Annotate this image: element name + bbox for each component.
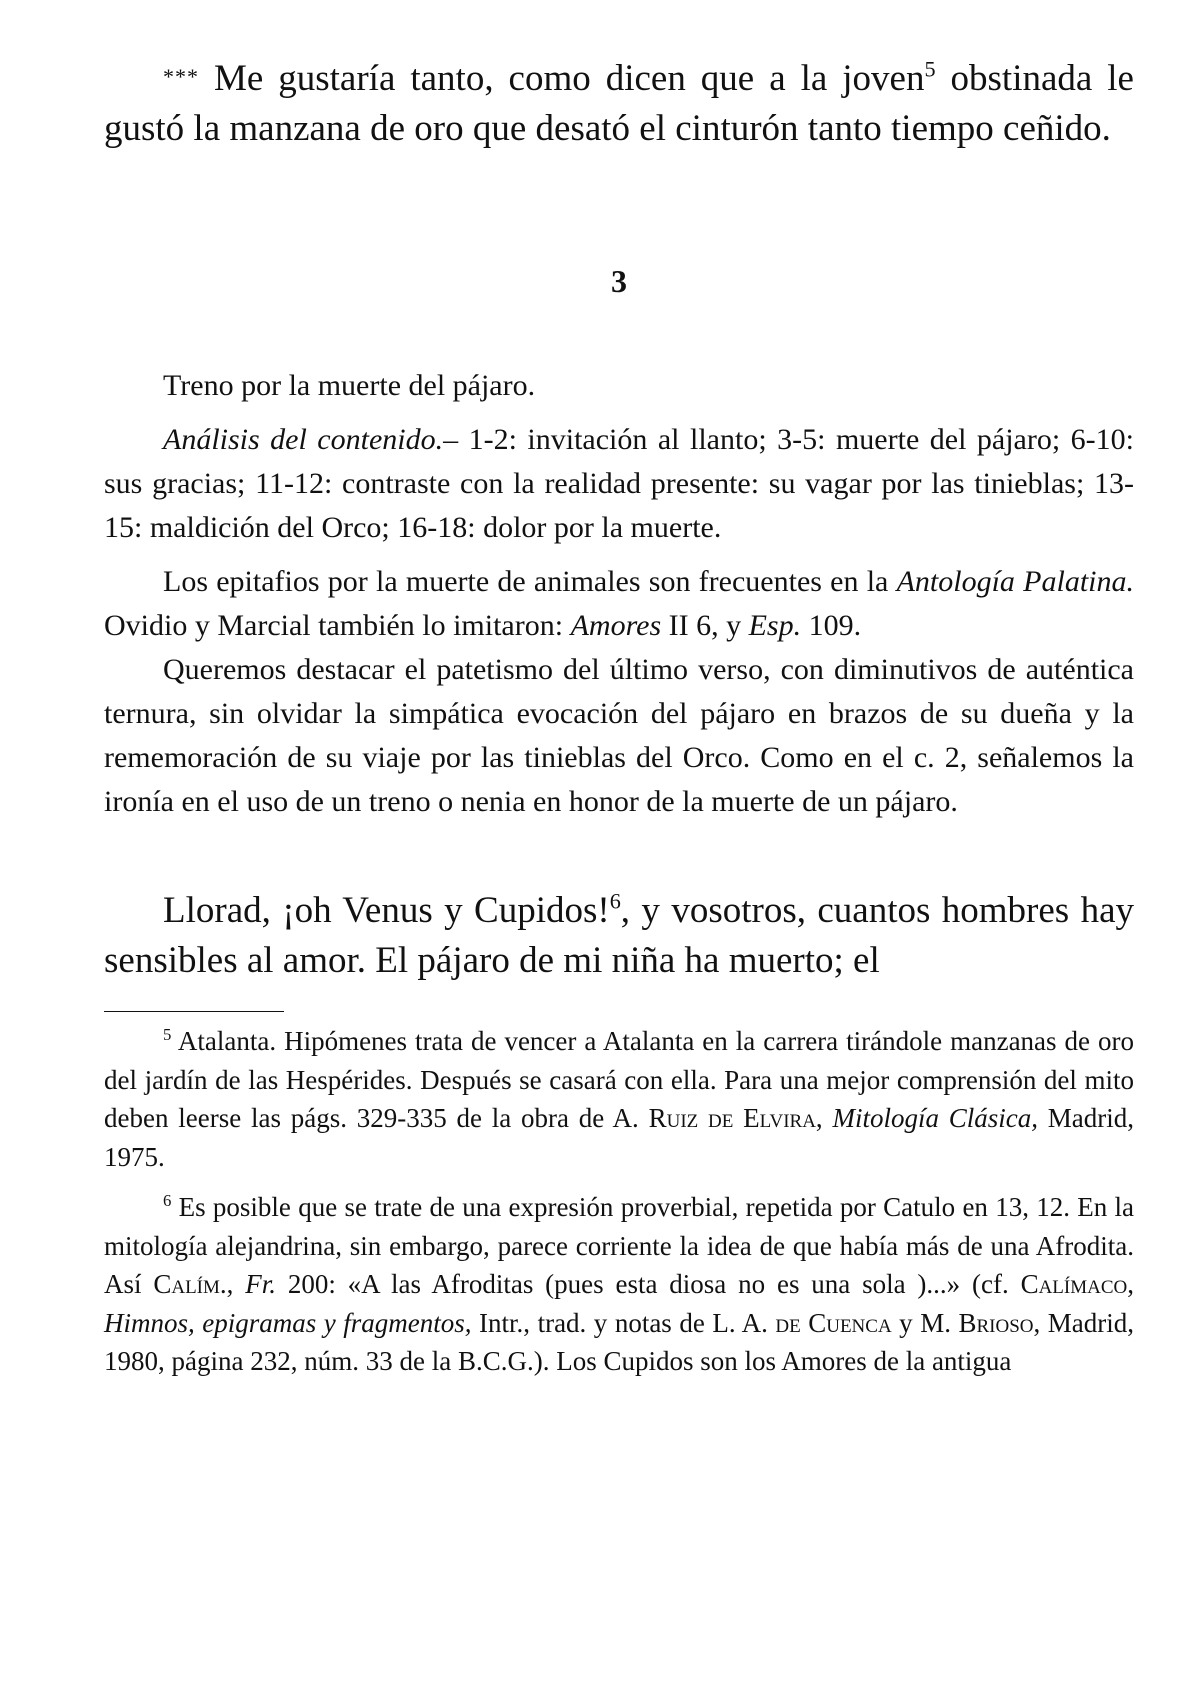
epitaph-text-2: Ovidio y Marcial también lo imitaron: <box>104 609 571 642</box>
anthology-title: Antología Palatina. <box>896 565 1134 598</box>
footnote-6-text-3: Intr., trad. y notas de L. A. <box>471 1307 776 1338</box>
footnote-6-work: Himnos, epigramas y fragmentos, <box>104 1307 472 1338</box>
top-passage-text: Me gustaría tanto, como dicen que a la joven <box>213 58 925 99</box>
footnote-divider <box>104 1011 284 1012</box>
footnote-6-text-2: 200: «A las Afroditas (pues esta diosa no es una sola )...» (cf. <box>276 1269 1021 1299</box>
poem-translation <box>104 886 1134 986</box>
intro-title: Treno por la muerte del pájaro. <box>163 369 536 402</box>
epitaph-text-3: II 6, y <box>661 609 749 642</box>
footnote-6-text-4: y M. <box>891 1307 959 1338</box>
footnote-ref-5: 5 <box>924 56 936 82</box>
footnote-ref-6: 6 <box>609 888 621 914</box>
footnote-6-cuenca: de Cuenca <box>775 1307 892 1338</box>
footnote-5-text-2: Madrid, 1975. <box>104 1103 1135 1172</box>
footnote-6-fr: Fr. <box>245 1269 277 1299</box>
footnote-6-text-5: Madrid, 1980, página 232, núm. 33 de la B.C.G.). Los Cupidos son los Amores de la antigua <box>104 1307 1135 1376</box>
footnote-6-calim: Calím., <box>153 1269 234 1299</box>
footnote-5-space <box>823 1103 833 1133</box>
book-page <box>104 52 1134 1381</box>
footnote-6-space-1 <box>233 1269 245 1299</box>
epitaph-paragraph <box>104 560 1134 648</box>
top-passage-text-end: obstinada le gustó la manzana de oro que desató el cinturón tanto tiempo ceñido. <box>104 58 1134 149</box>
pathos-paragraph: Queremos destacar el patetismo del último verso, con diminutivos de auténtica ternura, sin olvidar la simpática evocación del pájaro en brazos de su dueña y la rememoración de su viaje por las tinieblas del Orco. Como en el c. 2, señalemos la ironía en el uso de un treno o nenia en honor de la muerte de un pájaro. <box>104 653 1134 818</box>
top-passage <box>104 52 1134 154</box>
epitaph-text-1: Los epitafios por la muerte de animales son frecuentes en la <box>163 565 897 598</box>
footnote-5-text-1: Atalanta. Hipómenes trata de vencer a Atalanta en la carrera tirándole manzanas de oro del jardín de las Hespérides. Después se casará con ella. Para una mejor comprensión del mito deben leerse las págs. 329-335 de la obra de A. <box>104 1026 1134 1133</box>
section-number: 3 <box>611 263 627 299</box>
footnote-5-author: Ruiz de Elvira, <box>648 1103 823 1133</box>
footnote-5-number: 5 <box>163 1025 172 1044</box>
analysis-text: 1-2: invitación al llanto; 3-5: muerte del pájaro; 6-10: sus gracias; 11-12: contraste con la realidad presente: su vagar por las tinieblas; 13-15: maldición del Orco; 16-18: dolor por la muerte. <box>104 423 1134 544</box>
footnote-6-brioso: Brioso, <box>958 1307 1041 1338</box>
asterisks-marker: *** <box>163 64 199 89</box>
poem-text-1: Llorad, ¡oh Venus y Cupidos! <box>163 890 610 931</box>
analysis-paragraph <box>104 418 1134 550</box>
footnote-6 <box>104 1188 1134 1381</box>
poem-text-2: , y vosotros, cuantos hombres hay sensibles al amor. El pájaro de mi niña ha muerto; el <box>104 890 1134 981</box>
esp-abbrev: Esp. <box>748 609 802 642</box>
analysis-label: Análisis del contenido.– <box>163 423 459 456</box>
footnote-6-number: 6 <box>163 1191 172 1210</box>
footnote-5-work: Mitología Clásica, <box>832 1103 1038 1133</box>
epitaph-text-4: 109. <box>801 609 862 642</box>
footnote-6-calimaco: Calímaco, <box>1020 1269 1134 1299</box>
amores-title: Amores <box>570 609 662 642</box>
footnote-5 <box>104 1022 1134 1176</box>
footnote-6-text-1: Es posible que se trate de una expresión proverbial, repetida por Catulo en 13, 12. En la mitología alejandrina, sin embargo, parece corriente la idea de que había más de una Afrodita. Así <box>104 1192 1134 1299</box>
